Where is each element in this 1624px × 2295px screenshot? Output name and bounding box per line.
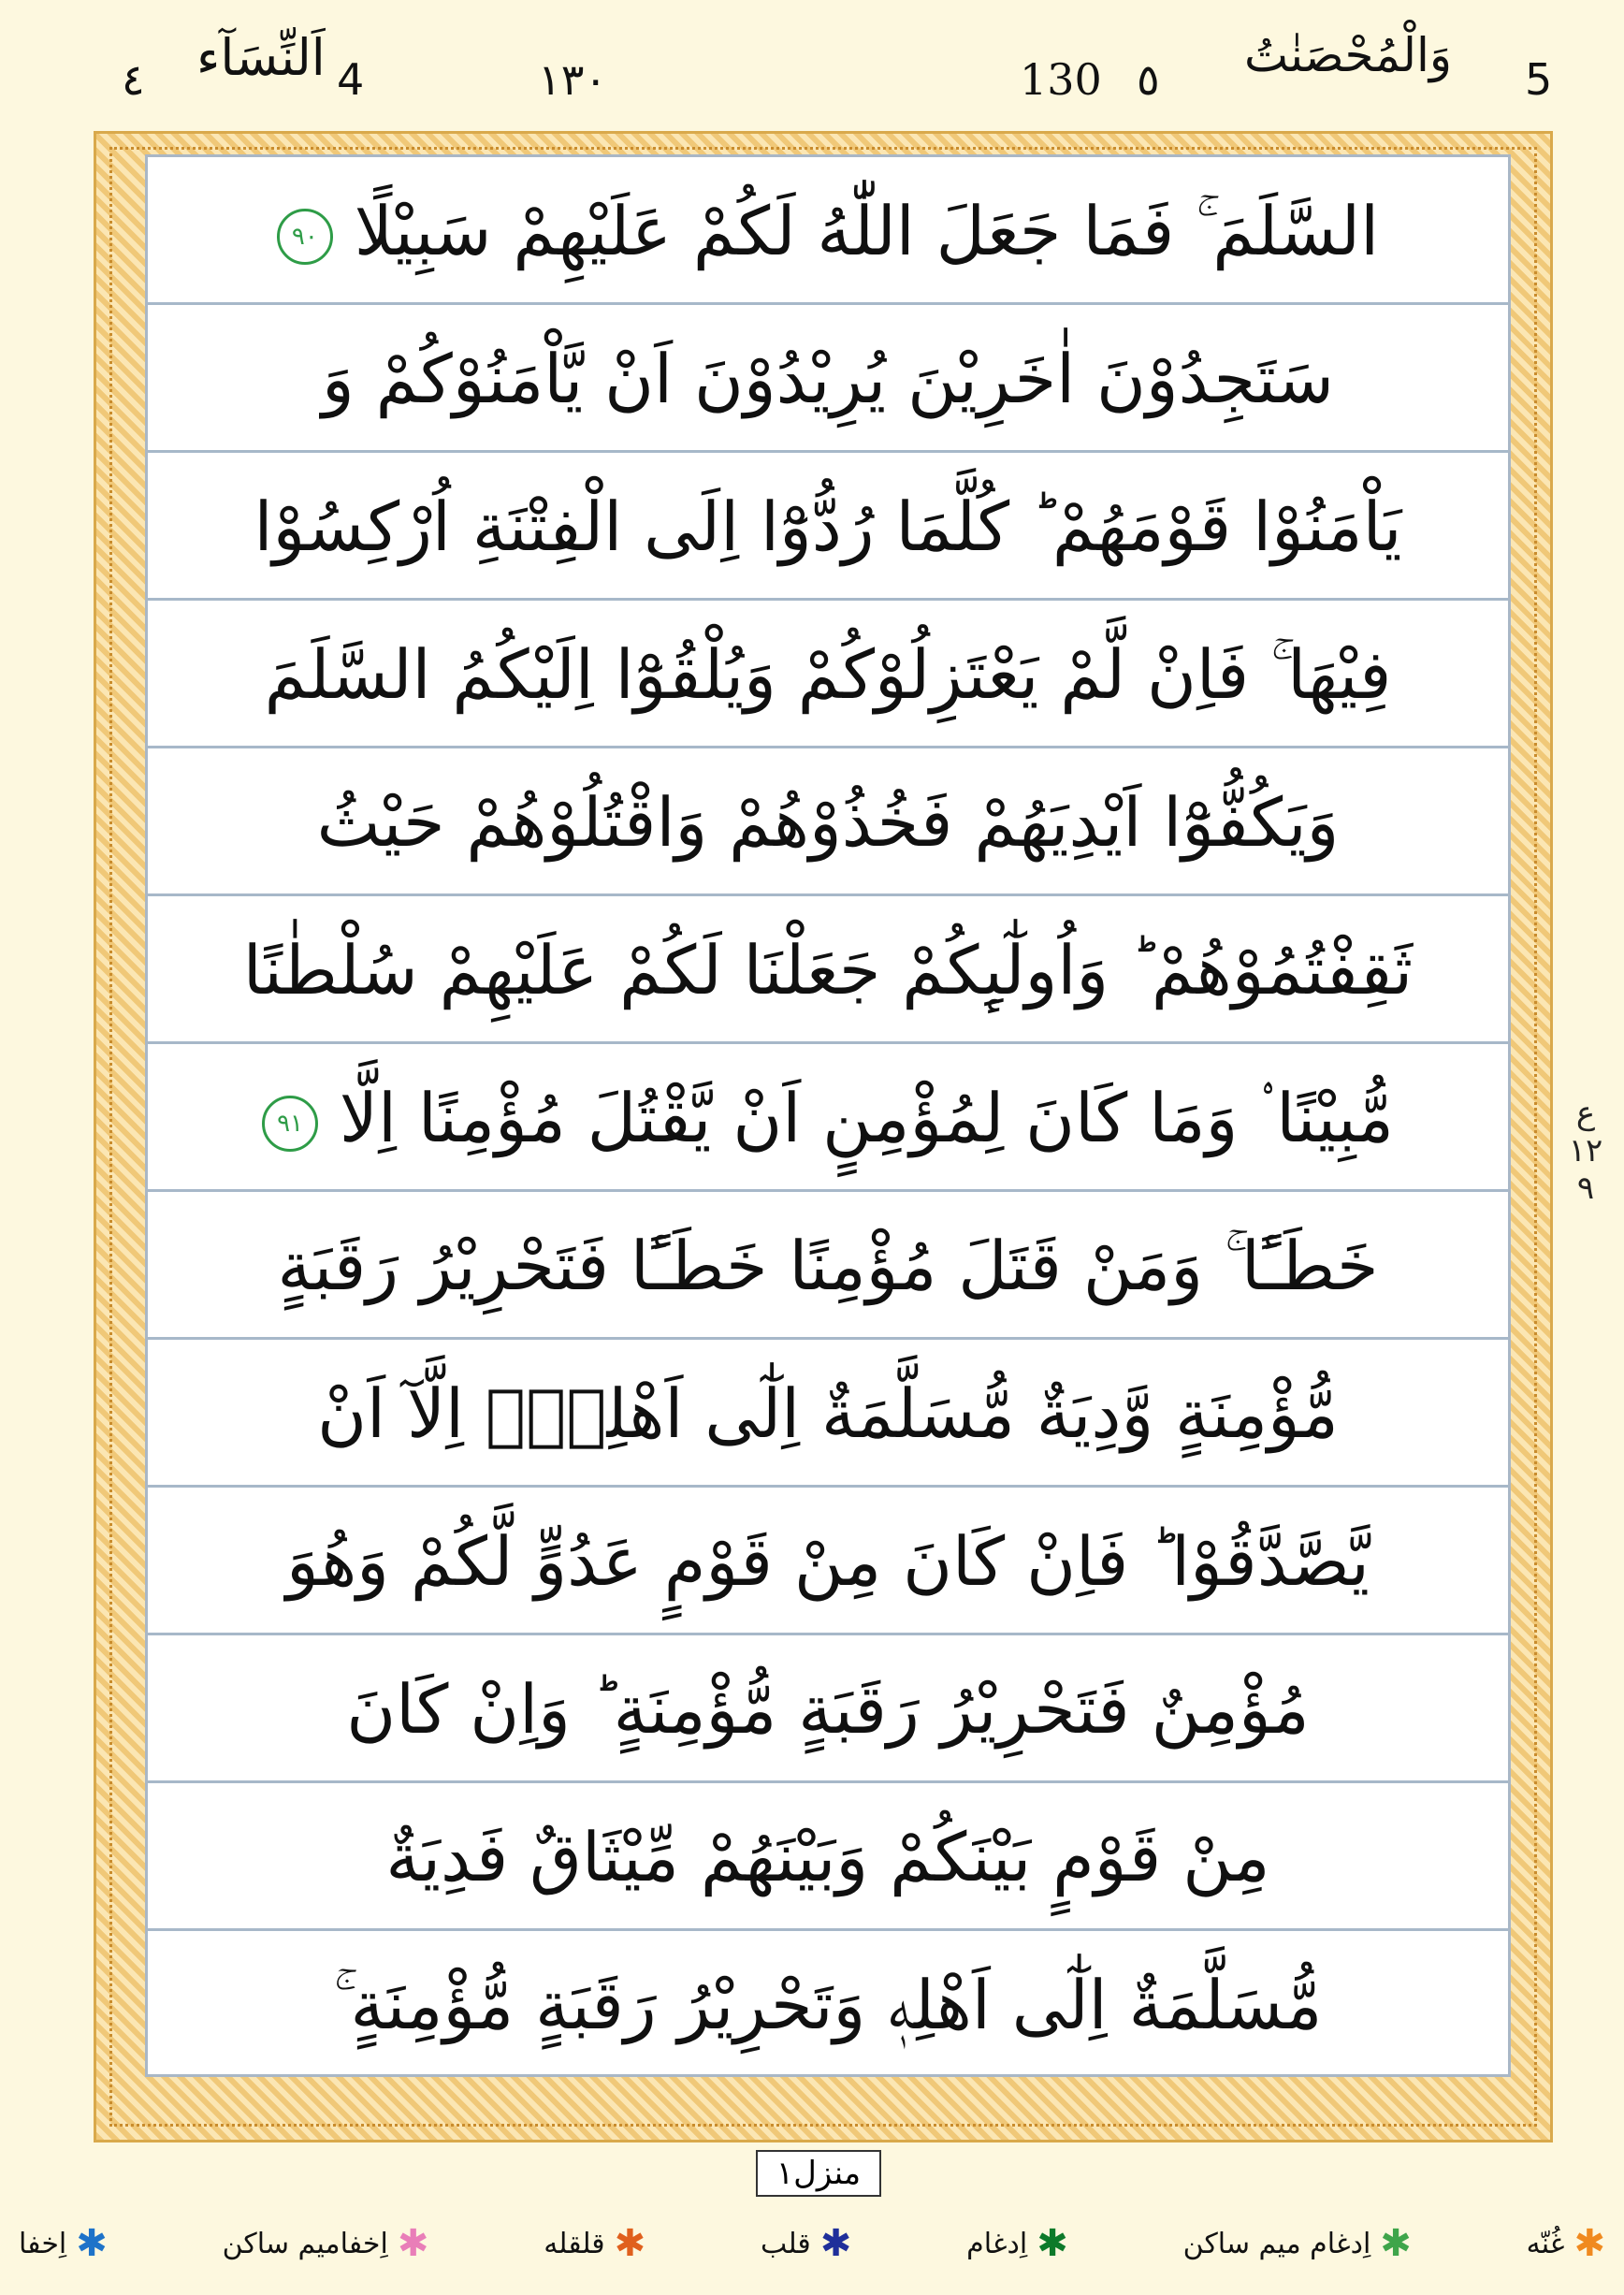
- ruku-numbers: ١٢ ٩: [1568, 1132, 1603, 1207]
- text-line-2: سَتَجِدُوْنَ اٰخَرِيْنَ يُرِيْدُوْنَ اَنْ يَّاْمَنُوْكُمْ وَ: [148, 305, 1508, 453]
- star-icon: ✱: [1573, 2222, 1605, 2265]
- star-icon: ✱: [1037, 2222, 1068, 2265]
- text-line-7: [148, 1044, 1508, 1192]
- text-line-11: مُؤْمِنٌ فَتَحْرِيْرُ رَقَبَةٍ مُّؤْمِنَةٍ ؕ وَاِنْ كَانَ: [148, 1635, 1508, 1783]
- legend-label: اِدغام: [966, 2227, 1028, 2260]
- text-line-10: يَّصَّدَّقُوْا ؕ فَاِنْ كَانَ مِنْ قَوْمٍ عَدُوٍّ لَّكُمْ وَهُوَ: [148, 1488, 1508, 1635]
- legend-label: قلب: [761, 2227, 811, 2260]
- legend-item-qalb: [761, 2222, 852, 2265]
- legend-item-qalqala: [544, 2222, 646, 2265]
- ayah-end-marker: ٩١: [262, 1096, 318, 1152]
- page-header: [0, 0, 1624, 131]
- surah-number: 4: [337, 54, 365, 105]
- ruku-marker: [1558, 1095, 1614, 1207]
- juz-name: وَالْمُحْصَنٰتُ: [1244, 28, 1452, 82]
- legend-item-ikhfa-meem: [222, 2222, 429, 2265]
- text-line-1: [148, 157, 1508, 305]
- surah-name: اَلنِّسَآء: [196, 28, 326, 87]
- ruku-symbol: ع: [1575, 1095, 1596, 1132]
- star-icon: ✱: [76, 2222, 108, 2265]
- text-line-6: ثَقِفْتُمُوْهُمْ ؕ وَاُولٰٓىِٕكُمْ جَعَلْنَا لَكُمْ عَلَيْهِمْ سُلْطٰنًا: [148, 896, 1508, 1044]
- line-text: مُّبِيْنًا ۟ وَمَا كَانَ لِمُؤْمِنٍ اَنْ يَّقْتُلَ مُؤْمِنًا اِلَّا: [339, 1079, 1394, 1157]
- ayah-end-marker: ٩٠: [277, 209, 333, 265]
- page-footer: [0, 2142, 1624, 2295]
- legend-label: اِدغام میم ساکن: [1182, 2227, 1371, 2260]
- page-number: 130: [1020, 54, 1102, 105]
- text-line-9: مُّؤْمِنَةٍ وَّدِيَةٌ مُّسَلَّمَةٌ اِلٰٓى اَهْلِهٖٓ اِلَّآ اَنْ: [148, 1340, 1508, 1488]
- text-line-13: مُّسَلَّمَةٌ اِلٰٓى اَهْلِهٖ وَتَحْرِيْرُ رَقَبَةٍ مُّؤْمِنَةٍ ۚ: [333, 1966, 1323, 2044]
- legend-label: قلقله: [544, 2227, 605, 2260]
- star-icon: ✱: [397, 2222, 429, 2265]
- text-line-5: وَيَكُفُّوْٓا اَيْدِيَهُمْ فَخُذُوْهُمْ وَاقْتُلُوْهُمْ حَيْثُ: [148, 748, 1508, 896]
- legend-label: غُنّه: [1526, 2227, 1565, 2260]
- surah-number-arabic: ٤: [122, 54, 145, 105]
- star-icon: ✱: [1380, 2222, 1412, 2265]
- quran-text-block: [145, 154, 1511, 2077]
- tajweed-legend: [19, 2215, 1605, 2272]
- manzil-label: منزل۱: [756, 2150, 881, 2197]
- juz-number: 5: [1525, 54, 1553, 105]
- text-line-8: خَطَـًٔا ۚ وَمَنْ قَتَلَ مُؤْمِنًا خَطَـًٔا فَتَحْرِيْرُ رَقَبَةٍ: [148, 1192, 1508, 1340]
- line-text: السَّلَمَ ۚ فَمَا جَعَلَ اللّٰهُ لَكُمْ عَلَيْهِمْ سَبِيْلًا: [354, 192, 1380, 270]
- legend-label: اِخفامیم ساکن: [222, 2227, 388, 2260]
- legend-item-idgham-meem: [1182, 2222, 1412, 2265]
- text-line-3: يَاْمَنُوْا قَوْمَهُمْ ؕ كُلَّمَا رُدُّوْٓا اِلَى الْفِتْنَةِ اُرْكِسُوْا: [148, 453, 1508, 601]
- page-number-arabic: ١٣٠: [538, 54, 608, 105]
- legend-label: اِخفا: [19, 2227, 67, 2260]
- legend-item-idgham: [966, 2222, 1068, 2265]
- star-icon: ✱: [819, 2222, 852, 2265]
- text-line-4: فِيْهَا ۚ فَاِنْ لَّمْ يَعْتَزِلُوْكُمْ وَيُلْقُوْٓا اِلَيْكُمُ السَّلَمَ: [148, 601, 1508, 748]
- legend-item-ghunna: [1526, 2222, 1605, 2265]
- juz-number-arabic: ٥: [1137, 54, 1160, 105]
- text-line-12: مِنْ قَوْمٍ بَيْنَكُمْ وَبَيْنَهُمْ مِّيْثَاقٌ فَدِيَةٌ: [148, 1783, 1508, 1931]
- star-icon: ✱: [614, 2222, 646, 2265]
- legend-item-ikhfa: [19, 2222, 108, 2265]
